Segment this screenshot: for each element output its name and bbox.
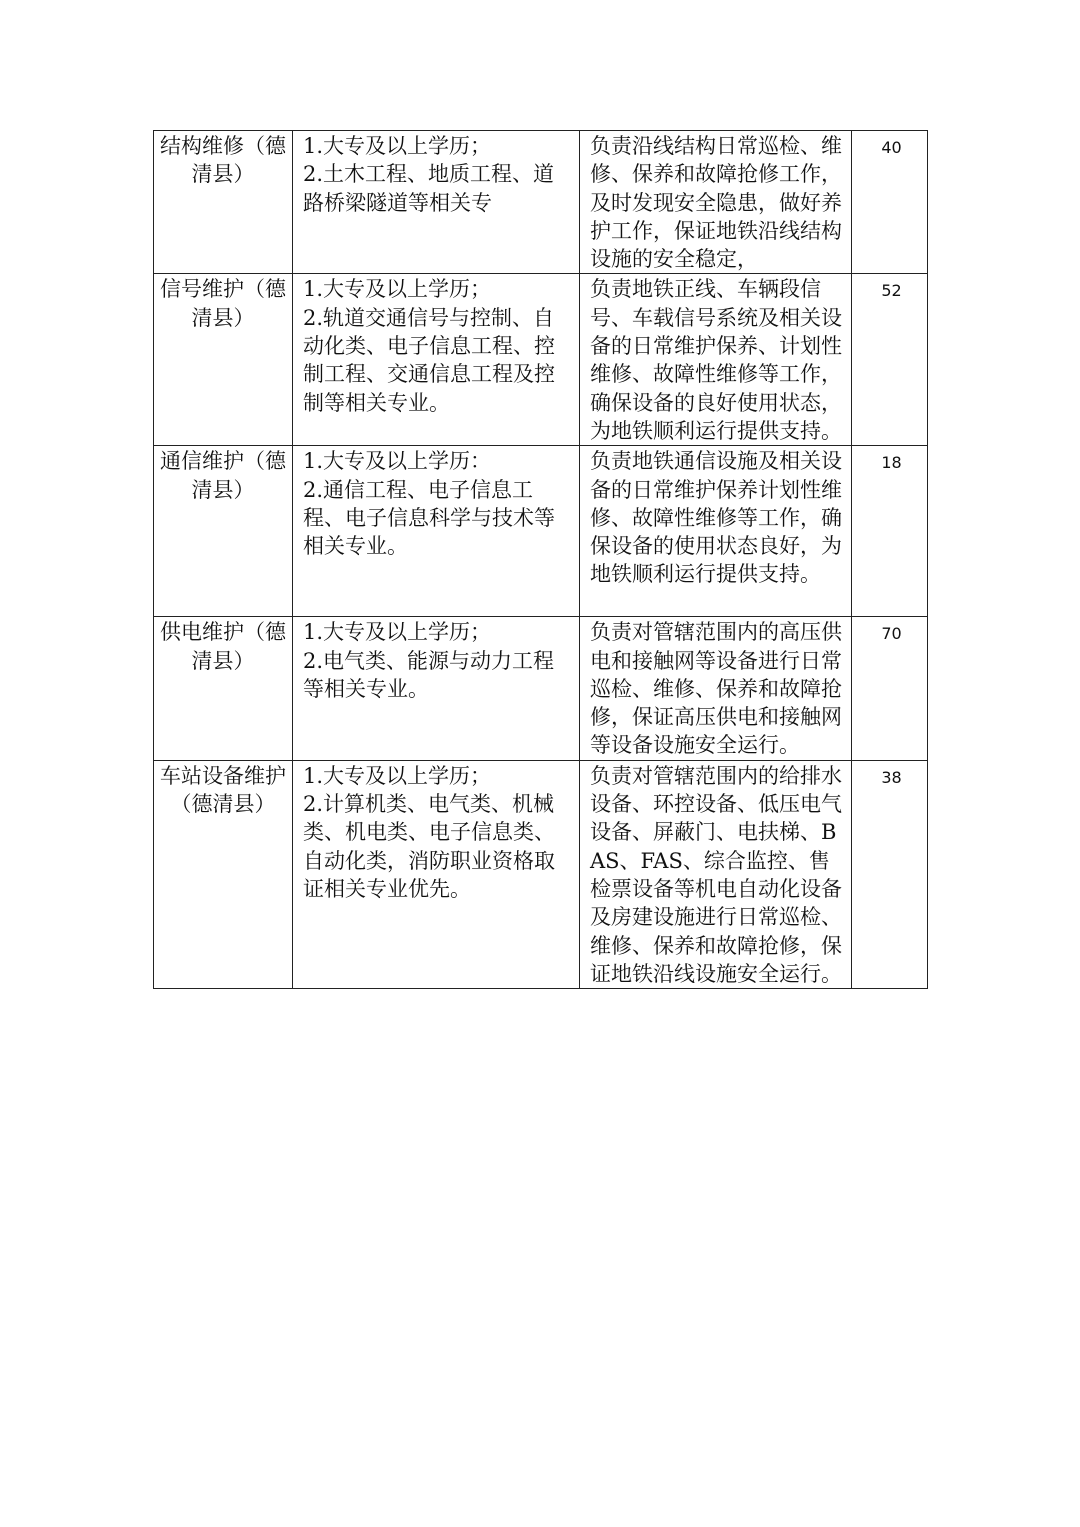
requirements-cell [293, 131, 580, 274]
table-row [154, 446, 928, 617]
headcount-cell: 70 [852, 617, 928, 760]
requirement-line: 1.大专及以上学历； [303, 763, 492, 788]
post-name-cell: 信号维护（德清县） [154, 274, 293, 446]
duty-cell: 负责地铁正线、车辆段信号、车载信号系统及相关设备的日常维护保养、计划性维修、故障性维修等工作，确保设备的良好使用状态，为地铁顺利运行提供支持。 [580, 274, 852, 446]
post-name-cell: 车站设备维护（德清县） [154, 760, 293, 988]
recruitment-table [153, 130, 928, 989]
requirement-line: 1.大专及以上学历： [303, 449, 492, 474]
table-row [154, 274, 928, 446]
requirement-line: 2.轨道交通信号与控制、自动化类、电子信息工程、控制工程、交通信息工程及控制等相关专业。 [303, 305, 555, 415]
post-name-cell: 供电维护（德清县） [154, 617, 293, 760]
requirement-line: 2.计算机类、电气类、机械类、机电类、电子信息类、自动化类，消防职业资格取证相关专业优先。 [303, 792, 555, 901]
requirement-line: 2.电气类、能源与动力工程等相关专业。 [303, 648, 555, 701]
table-row [154, 617, 928, 760]
table-row [154, 131, 928, 274]
headcount-cell: 52 [852, 274, 928, 446]
requirements-cell [293, 446, 580, 617]
headcount-cell: 38 [852, 760, 928, 988]
post-name-cell: 结构维修（德清县） [154, 131, 293, 274]
post-name-cell: 通信维护（德清县） [154, 446, 293, 617]
requirement-line: 1.大专及以上学历； [303, 620, 492, 645]
requirements-cell [293, 760, 580, 988]
table-row [154, 760, 928, 988]
headcount-cell: 18 [852, 446, 928, 617]
duty-cell: 负责沿线结构日常巡检、维修、保养和故障抢修工作，及时发现安全隐患，做好养护工作，保证地铁沿线结构设施的安全稳定， [580, 131, 852, 274]
duty-cell: 负责对管辖范围内的给排水设备、环控设备、低压电气设备、屏蔽门、电扶梯、BAS、FAS、综合监控、售检票设备等机电自动化设备及房建设施进行日常巡检、维修、保养和故障抢修，保证地铁沿线设施安全运行。 [580, 760, 852, 988]
requirement-line: 1.大专及以上学历； [303, 277, 492, 302]
requirements-cell [293, 617, 580, 760]
requirements-cell [293, 274, 580, 446]
requirement-line: 2.土木工程、地质工程、道路桥梁隧道等相关专 [303, 162, 555, 215]
duty-cell: 负责对管辖范围内的高压供电和接触网等设备进行日常巡检、维修、保养和故障抢修，保证高压供电和接触网等设备设施安全运行。 [580, 617, 852, 760]
requirement-line: 2.通信工程、电子信息工程、电子信息科学与技术等相关专业。 [303, 477, 555, 559]
headcount-cell: 40 [852, 131, 928, 274]
duty-cell: 负责地铁通信设施及相关设备的日常维护保养计划性维修、故障性维修等工作，确保设备的使用状态良好，为地铁顺利运行提供支持。 [580, 446, 852, 617]
requirement-line: 1.大专及以上学历； [303, 134, 492, 158]
